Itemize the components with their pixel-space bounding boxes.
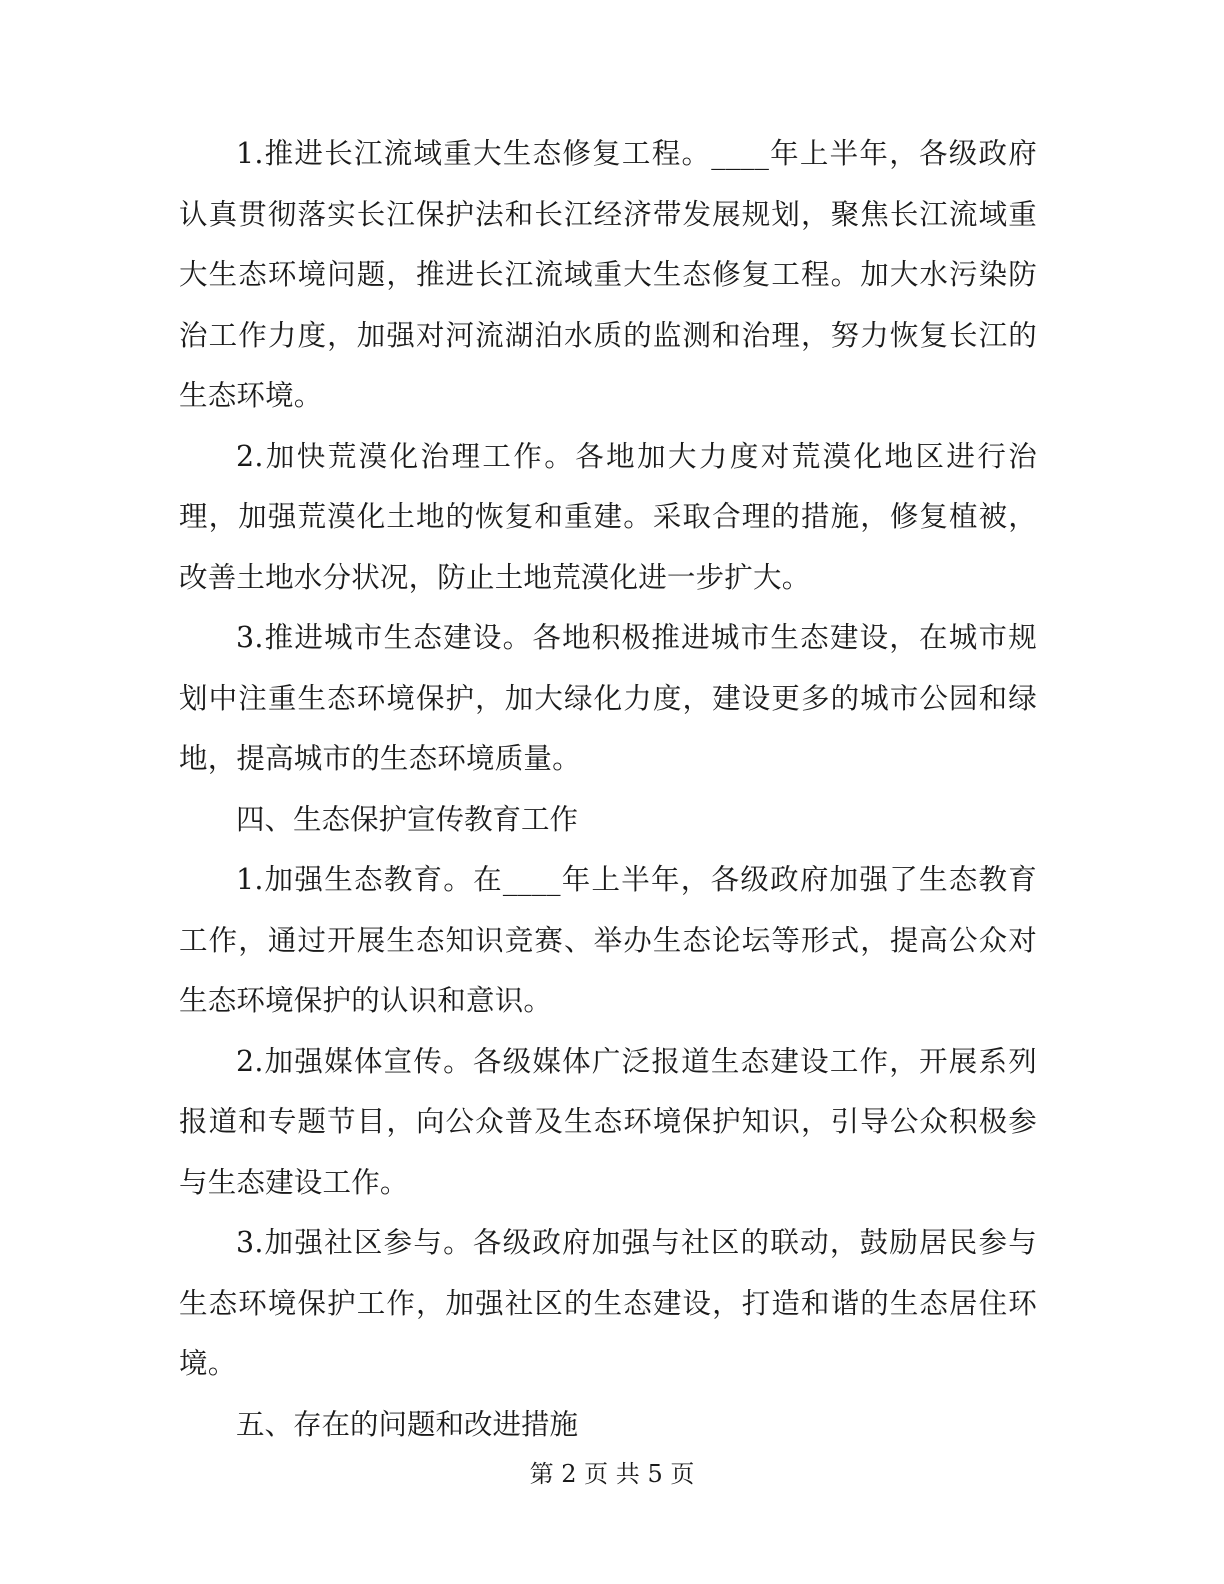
paragraph-media-publicity: 2.加强媒体宣传。各级媒体广泛报道生态建设工作，开展系列报道和专题节目，向公众普及生态环境保护知识，引导公众积极参与生态建设工作。 [179, 1044, 1037, 1199]
paragraph-community-participation: 3.加强社区参与。各级政府加强与社区的联动，鼓励居民参与生态环境保护工作，加强社区的生态建设，打造和谐的生态居住环境。 [179, 1226, 1037, 1380]
paragraph-urban-ecology: 3.推进城市生态建设。各地积极推进城市生态建设，在城市规划中注重生态环境保护，加大绿化力度，建设更多的城市公园和绿地，提高城市的生态环境质量。 [179, 621, 1037, 775]
paragraph-ecological-education: 1.加强生态教育。在____年上半年，各级政府加强了生态教育工作，通过开展生态知识竞赛、举办生态论坛等形式，提高公众对生态环境保护的认识和意识。 [179, 863, 1037, 1017]
paragraph-yangtze-restoration: 1.推进长江流域重大生态修复工程。____年上半年，各级政府认真贯彻落实长江保护法和长江经济带发展规划，聚焦长江流域重大生态环境问题，推进长江流域重大生态修复工程。加大水污染防治工作力度，加强对河流湖泊水质的监测和治理，努力恢复长江的生态环境。 [179, 137, 1037, 412]
section-heading-education: 四、生态保护宣传教育工作 [236, 802, 579, 836]
paragraph-desertification: 2.加快荒漠化治理工作。各地加大力度对荒漠化地区进行治理，加强荒漠化土地的恢复和重建。采取合理的措施，修复植被，改善土地水分状况，防止土地荒漠化进一步扩大。 [179, 439, 1037, 594]
section-heading-problems: 五、存在的问题和改进措施 [236, 1407, 579, 1441]
page-number-footer: 第 2 页 共 5 页 [529, 1460, 695, 1488]
document-body [179, 124, 1037, 1455]
